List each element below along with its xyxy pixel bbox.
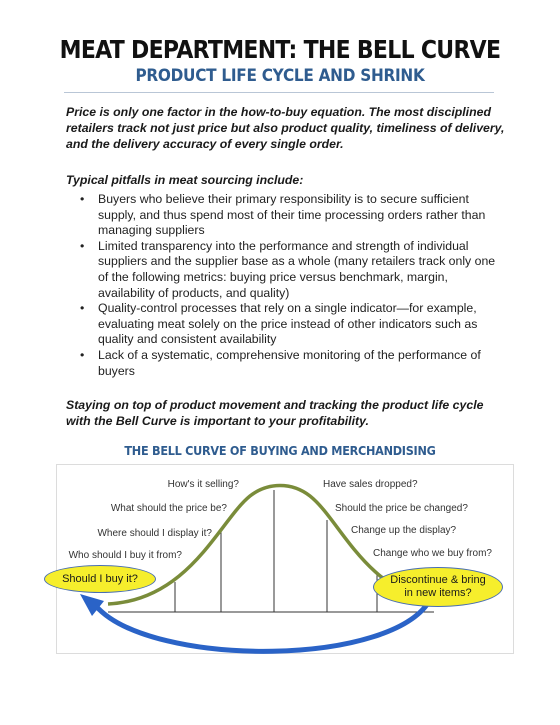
bullet-icon: • (80, 238, 85, 253)
pitfalls-list (66, 192, 506, 379)
list-item (66, 348, 506, 379)
start-oval (44, 565, 156, 593)
question-left-2: What should the price be? (110, 503, 227, 514)
list-item (66, 301, 506, 348)
list-item (66, 192, 506, 239)
closing-paragraph: Staying on top of product movement and tracking the product life cycle with the Bell Curve is important to your profitability. (66, 398, 484, 428)
list-item-text: Buyers who believe their primary responsibility is to secure sufficient supply, and thus spend most of their time processing orders rather than managing suppliers (98, 192, 486, 238)
bullet-icon: • (80, 347, 85, 362)
question-right-4: Change who we buy from? (373, 548, 492, 559)
diagram-title: THE BELL CURVE OF BUYING AND MERCHANDISING (124, 443, 436, 458)
list-item-text: Quality-control processes that rely on a single indicator—for example, evaluating meat solely on the price instead of other indicators such as quality and consistent availability (98, 301, 478, 347)
start-label: Should I buy it? (62, 572, 138, 585)
bullet-icon: • (80, 301, 85, 316)
page-title: MEAT DEPARTMENT: THE BELL CURVE (59, 35, 501, 64)
question-right-1: Have sales dropped? (323, 479, 418, 490)
pitfalls-heading: Typical pitfalls in meat sourcing include: (66, 173, 304, 187)
title-divider (64, 92, 494, 93)
question-right-3: Change up the display? (351, 525, 457, 536)
question-right-2: Should the price be changed? (335, 503, 468, 514)
page-subtitle: PRODUCT LIFE CYCLE AND SHRINK (135, 66, 425, 86)
list-item-text: Lack of a systematic, comprehensive monitoring of the performance of buyers (98, 347, 481, 378)
list-item (66, 239, 506, 301)
end-label: Discontinue & bring in new items? (390, 574, 486, 599)
question-left-1: How's it selling? (167, 479, 239, 490)
question-left-3: Where should I display it? (97, 528, 212, 539)
list-item-text: Limited transparency into the performance and strength of individual suppliers and the supplier base as a whole (many retailers track only one of the following metrics: buying price versus benchmark, margin, availability of products, and quality) (98, 238, 496, 300)
question-left-4: Who should I buy it from? (68, 550, 182, 561)
intro-paragraph: Price is only one factor in the how-to-buy equation. The most disciplined retailers track not just price but also product quality, timeliness of delivery, and the delivery accuracy of every single order. (66, 105, 505, 151)
bullet-icon: • (80, 192, 85, 206)
end-oval (373, 567, 503, 607)
